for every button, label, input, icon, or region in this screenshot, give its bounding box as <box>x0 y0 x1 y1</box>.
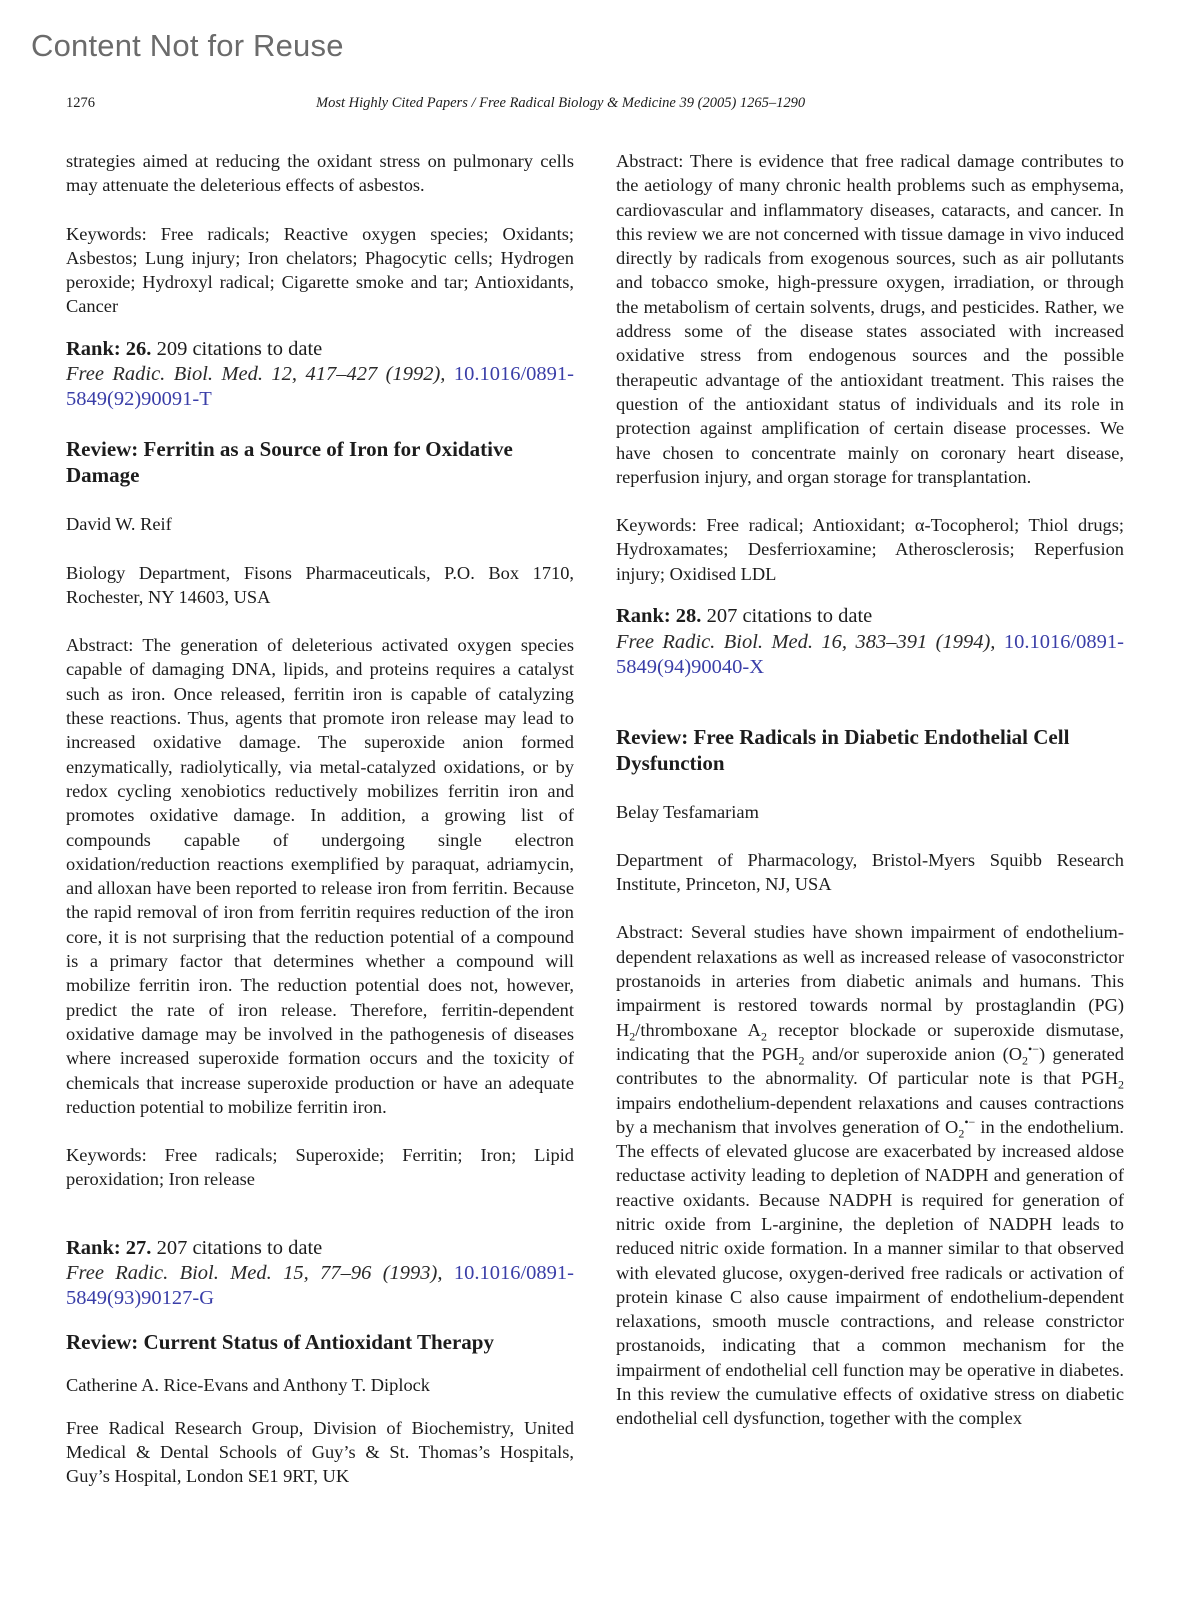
keywords-27: Keywords: Free radical; Antioxidant; α-Tocopherol; Thiol drugs; Hydroxamates; Desferrioxamine; Atherosclerosis; Reperfusion injury; Oxidised LDL <box>616 515 1124 584</box>
superscript: •− <box>1028 1041 1039 1056</box>
abstract-text: in the endothelium. The effects of elevated glucose are exacerbated by increased aldose reductase activity leading to depletion of NADPH and generation of reactive oxidants. Because NADPH is required for generation of nitric oxide from L-arginine, the depletion of NADPH leads to reduced nitric oxide formation. In a manner similar to that observed with elevated glucose, oxygen-derived free radicals or activation of protein kinase C also cause impairment of endothelium-dependent relaxations, smooth muscle contractions, and release constrictor prostanoids, indicating that a common mechanism for the impairment of endothelial cell function may be operative in diabetes. In this review the cumulative effects of oxidative stress on diabetic endothelial cell dysfunction, together with the complex <box>616 1116 1124 1429</box>
abstract-text: ) generated contributes to the abnormality. Of particular note is that PGH <box>616 1043 1124 1089</box>
abstract-text: and/or superoxide anion (O <box>804 1043 1023 1064</box>
watermark-text: Content Not for Reuse <box>31 28 344 63</box>
rank-label: Rank: 28. <box>616 605 702 628</box>
affiliation-27: Free Radical Research Group, Division of Biochemistry, United Medical & Dental Schools of Guy’s & St. Thomas’s Hospitals, Guy’s Hospital, London SE1 9RT, UK <box>66 1417 574 1487</box>
abstract-text: receptor blockade or superoxide dismutase, indicating that the PGH <box>616 1019 1124 1064</box>
doi-link[interactable]: 10.1016/0891-5849(92)90091-T <box>66 363 574 411</box>
continued-abstract: strategies aimed at reducing the oxidant stress on pulmonary cells may attenuate the deleterious effects of asbestos. <box>66 151 574 196</box>
citation-27 <box>66 1261 574 1311</box>
citation-reference: Free Radic. Biol. Med. 12, 417–427 (1992), <box>66 363 454 386</box>
citation-26 <box>66 362 574 412</box>
rank-28 <box>616 604 1124 630</box>
abstract-28 <box>616 920 1124 1430</box>
keywords-26: Keywords: Free radicals; Superoxide; Ferritin; Iron; Lipid peroxidation; Iron release <box>66 1145 574 1190</box>
rank-26 <box>66 337 574 363</box>
authors-27: Catherine A. Rice-Evans and Anthony T. Diplock <box>66 1375 430 1396</box>
article-title-28: Review: Free Radicals in Diabetic Endothelial Cell Dysfunction <box>616 724 1070 775</box>
affiliation-28: Department of Pharmacology, Bristol-Myers Squibb Research Institute, Princeton, NJ, USA <box>616 849 1124 895</box>
subscript: 2 <box>760 1029 767 1044</box>
citation-reference: Free Radic. Biol. Med. 15, 77–96 (1993), <box>66 1262 454 1285</box>
citation-28 <box>616 630 1124 680</box>
rank-27 <box>66 1236 574 1262</box>
article-title-27: Review: Current Status of Antioxidant Therapy <box>66 1330 494 1355</box>
subscript: 2 <box>798 1053 805 1068</box>
abstract-text: /thromboxane A <box>635 1019 761 1040</box>
subscript: 2 <box>629 1029 636 1044</box>
page-number: 1276 <box>66 95 95 111</box>
superscript: •− <box>964 1114 976 1129</box>
doi-link[interactable]: 10.1016/0891-5849(94)90040-X <box>616 630 1124 678</box>
affiliation-26: Biology Department, Fisons Pharmaceuticals, P.O. Box 1710, Rochester, NY 14603, USA <box>66 562 574 607</box>
rank-label: Rank: 26. <box>66 337 152 360</box>
abstract-text: impairs endothelium-dependent relaxations and causes contractions by a mechanism that involves generation of O <box>616 1092 1124 1137</box>
article-title-26: Review: Ferritin as a Source of Iron for Oxidative Damage <box>66 437 513 488</box>
subscript: 2 <box>1022 1053 1029 1068</box>
citation-count: 207 citations to date <box>151 1236 323 1259</box>
subscript: 2 <box>958 1126 965 1141</box>
doi-link[interactable]: 10.1016/0891-5849(93)90127-G <box>66 1262 574 1310</box>
left-column <box>66 149 574 1488</box>
abstract-27: Abstract: There is evidence that free radical damage contributes to the aetiology of many chronic health problems such as emphysema, cardiovascular and inflammatory diseases, cataracts, and cancer. In this review we are not concerned with tissue damage in vivo induced directly by radicals from exogenous sources, such as air pollutants and tobacco smoke, high-pressure oxygen, irradiation, or through the metabolism of certain solvents, drugs, and pesticides. Rather, we address some of the disease states associated with increased oxidative stress from endogenous sources and the possible therapeutic advantage of the antioxidant treatment. This raises the question of the antioxidant status of individuals and its role in protection against amplification of certain disease processes. We have chosen to concentrate mainly on coronary heart disease, reperfusion injury, and organ storage for transplantation. <box>616 151 1124 487</box>
right-column <box>616 149 1124 1431</box>
authors-28: Belay Tesfamariam <box>616 801 759 822</box>
citation-count: 209 citations to date <box>151 337 323 360</box>
continued-keywords: Keywords: Free radicals; Reactive oxygen species; Oxidants; Asbestos; Lung injury; Iron chelators; Phagocytic cells; Hydrogen peroxide; Hydroxyl radical; Cigarette smoke and tar; Antioxidants, Cancer <box>66 223 574 317</box>
citation-reference: Free Radic. Biol. Med. 16, 383–391 (1994), <box>616 630 1004 653</box>
subscript: 2 <box>1118 1077 1124 1092</box>
authors-26: David W. Reif <box>66 514 172 535</box>
abstract-text: Abstract: Several studies have shown impairment of endothelium-dependent relaxations as well as increased release of vasoconstrictor prostanoids in arteries from diabetic animals and humans. This impairment is restored towards normal by prostaglandin (PG) H <box>616 922 1124 1040</box>
journal-header: Most Highly Cited Papers / Free Radical Biology & Medicine 39 (2005) 1265–1290 <box>316 95 806 111</box>
rank-label: Rank: 27. <box>66 1236 152 1259</box>
abstract-26: Abstract: The generation of deleterious activated oxygen species capable of damaging DNA, lipids, and proteins requires a catalyst such as iron. Once released, ferritin iron is capable of catalyzing these reactions. Thus, agents that promote iron release may lead to increased oxidative damage. The superoxide anion formed enzymatically, radiolytically, via metal-catalyzed oxidations, or by redox cycling xenobiotics reductively mobilizes ferritin iron and promotes oxidative damage. In addition, a growing list of compounds capable of undergoing single electron oxidation/reduction reactions exemplified by paraquat, adriamycin, and alloxan have been reported to release iron from ferritin. Because the rapid removal of iron from ferritin requires reduction of the iron core, it is not surprising that the reduction potential of a compound is a primary factor that determines whether a compound will mobilize ferritin iron. The reduction potential does not, however, predict the rate of iron release. Therefore, ferritin-dependent oxidative damage may be involved in the pathogenesis of diseases where increased superoxide formation occurs and the toxicity of chemicals that increase superoxide production or have an adequate reduction potential to mobilize ferritin iron. <box>66 635 574 1117</box>
citation-count: 207 citations to date <box>701 605 873 628</box>
